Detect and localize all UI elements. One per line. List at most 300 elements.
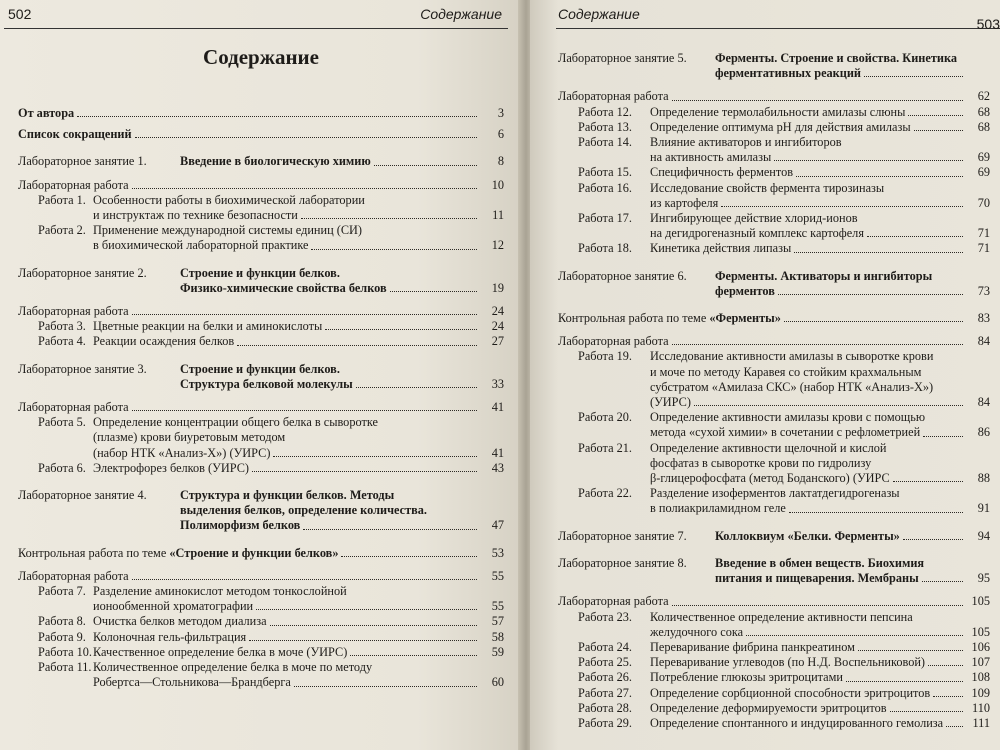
lesson-title-line: выделения белков, определение количества. <box>180 503 427 518</box>
dot-leader <box>867 236 963 237</box>
work-title-line: в биохимической лабораторной практике <box>93 238 309 253</box>
lesson-title-line: Строение и функции белков. <box>180 361 340 376</box>
lesson-title <box>180 488 504 534</box>
dot-leader <box>252 471 477 472</box>
running-head-right <box>556 0 1000 32</box>
front-entry-page: 3 <box>497 106 504 120</box>
dot-leader <box>784 321 963 322</box>
lesson-page: 73 <box>977 283 990 298</box>
lesson-entry <box>558 556 990 586</box>
lab-work-header: Лабораторная работа <box>18 400 129 415</box>
lesson-title-line: Коллоквиум «Белки. Ферменты» <box>715 528 900 543</box>
right-page <box>530 0 1000 750</box>
lesson-page: 47 <box>491 518 504 533</box>
lesson-entry <box>18 362 504 392</box>
dot-leader <box>132 314 477 315</box>
work-title <box>650 716 990 731</box>
lesson-page: 95 <box>977 571 990 586</box>
control-work-title <box>18 546 338 561</box>
work-title <box>93 645 504 660</box>
dot-leader <box>890 711 963 712</box>
work-entry <box>558 686 990 701</box>
work-page: 109 <box>971 685 990 700</box>
dot-leader <box>914 130 963 131</box>
work-label: Работа 19. <box>578 349 632 364</box>
work-entry <box>18 193 504 223</box>
work-label: Работа 1. <box>38 192 86 207</box>
dot-leader <box>923 436 963 437</box>
work-entry <box>18 584 504 614</box>
lab-work-header-page: 105 <box>971 594 990 609</box>
dot-leader <box>903 539 963 540</box>
work-title-line: Робертса—Стольникова—Брандберга <box>93 675 291 690</box>
work-title-line: (УИРС) <box>650 395 691 410</box>
work-page: 107 <box>971 655 990 670</box>
work-label: Работа 15. <box>578 165 632 180</box>
work-title-line: субстратом «Амилаза СКС» (набор НТК «Анализ-Х») <box>650 379 934 394</box>
work-page: 43 <box>491 460 504 475</box>
work-entry <box>558 120 990 135</box>
work-title-line: Определение деформируемости эритроцитов <box>650 700 887 715</box>
lesson-entry <box>18 266 504 296</box>
lesson-label: Лабораторное занятие 2. <box>18 265 147 280</box>
control-work-prefix: Контрольная работа по теме <box>558 311 710 326</box>
dot-leader <box>864 76 963 77</box>
lesson-entry <box>18 154 504 169</box>
work-title-line: Определение спонтанного и индуцированного гемолиза <box>650 715 944 730</box>
work-page: 69 <box>977 165 990 180</box>
toc-section <box>18 546 504 691</box>
work-label: Работа 7. <box>38 584 86 599</box>
lesson-label: Лабораторное занятие 1. <box>18 154 147 169</box>
work-page: 88 <box>977 471 990 486</box>
work-page: 11 <box>492 208 504 223</box>
toc-left <box>18 106 504 691</box>
work-title-line: Цветные реакции на белки и аминокислоты <box>93 319 323 334</box>
work-page: 71 <box>977 226 990 241</box>
lesson-label: Лабораторное занятие 3. <box>18 361 147 376</box>
dot-leader <box>356 387 477 388</box>
lesson-title <box>715 529 990 544</box>
lesson-title-line: питания и пищеварения. Мембраны <box>715 571 919 586</box>
work-label: Работа 3. <box>38 319 86 334</box>
work-title <box>93 334 504 349</box>
work-title-line: фосфатаз в сыворотке крови по гидролизу <box>650 455 872 470</box>
control-work-entry <box>558 311 990 326</box>
lab-work-header-row <box>18 304 504 319</box>
work-title-line: желудочного сока <box>650 624 744 639</box>
dot-leader <box>325 329 477 330</box>
work-title <box>650 135 990 165</box>
lab-work-header-page: 41 <box>491 400 504 415</box>
lab-work-header-page: 84 <box>977 334 990 349</box>
toc-section <box>558 269 990 299</box>
dot-leader <box>794 252 963 253</box>
work-title-line: метода «сухой химии» в сочетании с рефлометрией <box>650 425 921 440</box>
work-entry <box>558 670 990 685</box>
lab-work-header: Лабораторная работа <box>558 594 669 609</box>
work-label: Работа 18. <box>578 241 632 256</box>
front-entry <box>18 106 504 121</box>
control-work-title <box>558 311 781 326</box>
work-title-line: Исследование свойств фермента тирозиназы <box>650 180 885 195</box>
dot-leader <box>249 640 477 641</box>
lesson-label: Лабораторное занятие 6. <box>558 268 687 283</box>
lab-work-header: Лабораторная работа <box>558 334 669 349</box>
work-title <box>93 319 504 334</box>
lesson-entry <box>558 529 990 544</box>
work-entry <box>18 630 504 645</box>
dot-leader <box>132 579 477 580</box>
work-label: Работа 17. <box>578 211 632 226</box>
dot-leader <box>374 165 477 166</box>
work-title-line: Применение международной системы единиц (СИ) <box>93 223 363 238</box>
work-label: Работа 25. <box>578 655 632 670</box>
work-title-line: на активность амилазы <box>650 150 772 165</box>
work-title-line: и инструктаж по технике безопасности <box>93 208 298 223</box>
work-page: 12 <box>491 238 504 253</box>
dot-leader <box>928 665 963 666</box>
work-title-line: β-глицерофосфата (метод Боданского) (УИРС <box>650 471 890 486</box>
lesson-label: Лабораторное занятие 4. <box>18 488 147 503</box>
work-label: Работа 21. <box>578 440 632 455</box>
dot-leader <box>256 609 477 610</box>
dot-leader <box>858 650 963 651</box>
dot-leader <box>789 512 963 513</box>
dot-leader <box>922 581 963 582</box>
running-head-left <box>4 0 508 29</box>
work-title <box>650 655 990 670</box>
dot-leader <box>721 206 963 207</box>
work-title-line: Разделение изоферментов лактатдегидрогеназы <box>650 486 900 501</box>
dot-leader <box>908 115 963 116</box>
work-label: Работа 11. <box>38 660 92 675</box>
work-page: 57 <box>491 614 504 629</box>
work-label: Работа 13. <box>578 119 632 134</box>
toc-section <box>558 529 990 544</box>
work-title <box>93 461 504 476</box>
lesson-title <box>715 51 990 81</box>
lab-work-header-page: 55 <box>491 568 504 583</box>
work-entry <box>558 640 990 655</box>
work-entry <box>18 645 504 660</box>
front-entry-title: Список сокращений <box>18 127 132 142</box>
lab-work-header-page: 62 <box>977 89 990 104</box>
lesson-title-line: ферментативных реакций <box>715 66 862 81</box>
work-title <box>650 610 990 640</box>
work-entry <box>558 441 990 487</box>
front-entry-page: 6 <box>497 127 504 142</box>
lesson-title-line: Структура и функции белков. Методы <box>180 488 395 503</box>
work-title-line: Колоночная гель-фильтрация <box>93 629 247 644</box>
toc-section <box>18 266 504 350</box>
work-label: Работа 5. <box>38 415 86 430</box>
lesson-title <box>715 269 990 299</box>
work-entry <box>558 181 990 211</box>
lab-work-header-page: 10 <box>491 177 504 192</box>
work-title-line: Очистка белков методом диализа <box>93 614 267 629</box>
dot-leader <box>390 291 477 292</box>
work-title <box>650 349 990 410</box>
work-page: 68 <box>977 119 990 134</box>
work-title-line: Кинетика действия липазы <box>650 241 792 256</box>
work-label: Работа 2. <box>38 223 86 238</box>
work-title-line: Определение сорбционной способности эритроцитов <box>650 685 931 700</box>
dot-leader <box>746 635 963 636</box>
work-title-line: Переваривание углеводов (по Н.Д. Воспельниковой) <box>650 655 926 670</box>
work-label: Работа 4. <box>38 334 86 349</box>
dot-leader <box>273 456 477 457</box>
work-entry <box>558 655 990 670</box>
toc-section <box>558 556 990 731</box>
dot-leader <box>294 686 477 687</box>
work-title-line: Реакции осаждения белков <box>93 334 235 349</box>
work-entry <box>558 241 990 256</box>
lesson-title-line: Ферменты. Активаторы и ингибиторы <box>715 268 933 283</box>
work-label: Работа 27. <box>578 685 632 700</box>
work-page: 91 <box>977 501 990 516</box>
work-title <box>93 223 504 253</box>
work-label: Работа 26. <box>578 670 632 685</box>
work-title <box>93 193 504 223</box>
lab-work-header-row <box>558 89 990 104</box>
dot-leader <box>341 556 477 557</box>
lesson-page: 19 <box>491 280 504 295</box>
work-title <box>650 410 990 440</box>
lesson-label: Лабораторное занятие 7. <box>558 528 687 543</box>
work-page: 24 <box>491 319 504 334</box>
work-title-line: Потребление глюкозы эритроцитами <box>650 670 844 685</box>
work-entry <box>18 415 504 461</box>
lesson-title-line: Введение в биологическую химию <box>180 154 371 169</box>
work-entry <box>558 135 990 165</box>
work-title-line: Определение активности амилазы крови с помощью <box>650 410 926 425</box>
lesson-title-line: Строение и функции белков. <box>180 265 340 280</box>
work-entry <box>18 614 504 629</box>
work-title-line: Определение термолабильности амилазы слюны <box>650 104 906 119</box>
dot-leader <box>946 726 963 727</box>
work-title-line: Определение концентрации общего белка в сыворотке <box>93 415 378 430</box>
work-title <box>93 630 504 645</box>
work-page: 55 <box>491 599 504 614</box>
work-title-line: в полиакриламидном геле <box>650 501 786 516</box>
front-entry-title: От автора <box>18 106 75 120</box>
lesson-label: Лабораторное занятие 8. <box>558 555 687 570</box>
work-entry <box>18 334 504 349</box>
dot-leader <box>672 100 963 101</box>
work-title <box>650 165 990 180</box>
work-title <box>650 670 990 685</box>
lesson-title <box>180 266 504 296</box>
lab-work-header: Лабораторная работа <box>18 568 129 583</box>
lesson-title-line: Физико-химические свойства белков <box>180 280 387 295</box>
toc-section <box>18 362 504 476</box>
dot-leader <box>135 137 477 138</box>
page-number-right: 503 <box>976 16 1000 32</box>
work-entry <box>18 319 504 334</box>
work-title <box>650 181 990 211</box>
work-entry <box>558 716 990 731</box>
work-title-line: Качественное определение белка в моче (УИРС) <box>93 644 348 659</box>
work-label: Работа 6. <box>38 460 86 475</box>
dot-leader <box>778 294 963 295</box>
work-entry <box>558 486 990 516</box>
work-title-line: Ингибирующее действие хлорид-ионов <box>650 211 858 226</box>
work-entry <box>18 461 504 476</box>
work-title-line: ионообменной хроматографии <box>93 599 254 614</box>
toc-section <box>18 154 504 253</box>
toc-right <box>558 51 990 731</box>
work-title <box>93 584 504 614</box>
work-title <box>650 105 990 120</box>
work-entry <box>18 660 504 690</box>
work-page: 86 <box>977 425 990 440</box>
work-entry <box>558 105 990 120</box>
work-entry <box>558 701 990 716</box>
work-page: 106 <box>971 639 990 654</box>
work-title-line: Специфичность ферментов <box>650 165 794 180</box>
work-entry <box>18 223 504 253</box>
work-title <box>93 614 504 629</box>
dot-leader <box>303 529 477 530</box>
lesson-entry <box>558 269 990 299</box>
work-page: 105 <box>971 624 990 639</box>
work-title-line: Особенности работы в биохимической лаборатории <box>93 192 365 207</box>
work-title <box>650 701 990 716</box>
work-entry <box>558 211 990 241</box>
work-entry <box>558 349 990 410</box>
work-title-line: Количественное определение белка в моче по методу <box>93 660 373 675</box>
control-work-page: 83 <box>977 311 990 326</box>
work-title <box>650 640 990 655</box>
lesson-title <box>180 154 504 169</box>
work-label: Работа 9. <box>38 629 86 644</box>
dot-leader <box>132 410 477 411</box>
work-entry <box>558 610 990 640</box>
work-title <box>650 686 990 701</box>
lesson-page: 94 <box>977 528 990 543</box>
page-number-left: 502 <box>8 6 32 22</box>
work-title-line: Разделение аминокислот методом тонкослойной <box>93 584 347 599</box>
work-page: 108 <box>971 670 990 685</box>
lab-work-header-row <box>18 569 504 584</box>
dot-leader <box>672 344 963 345</box>
toc-section <box>558 51 990 257</box>
work-page: 84 <box>977 395 990 410</box>
work-title-line: (плазме) крови биуретовым методом <box>93 430 286 445</box>
work-label: Работа 10. <box>38 644 92 659</box>
toc-section <box>18 488 504 534</box>
work-page: 111 <box>972 715 990 730</box>
work-title-line: из картофеля <box>650 195 719 210</box>
lesson-page: 8 <box>497 154 504 169</box>
work-label: Работа 29. <box>578 715 632 730</box>
dot-leader <box>270 625 477 626</box>
dot-leader <box>796 176 963 177</box>
work-label: Работа 23. <box>578 609 632 624</box>
work-label: Работа 20. <box>578 410 632 425</box>
dot-leader <box>933 696 963 697</box>
running-head-title-right: Содержание <box>558 6 640 22</box>
work-entry <box>558 410 990 440</box>
work-page: 59 <box>491 644 504 659</box>
work-title-line: Определение оптимума рН для действия амилазы <box>650 119 911 134</box>
work-title-line: Переваривание фибрина панкреатином <box>650 639 855 654</box>
lesson-entry <box>18 488 504 534</box>
work-label: Работа 14. <box>578 135 632 150</box>
page-title: Содержание <box>203 45 319 69</box>
work-title <box>650 211 990 241</box>
lesson-title-line: Ферменты. Строение и свойства. Кинетика <box>715 51 957 65</box>
dot-leader <box>237 345 477 346</box>
lesson-title-line: Введение в обмен веществ. Биохимия <box>715 555 925 570</box>
work-title <box>93 660 504 690</box>
lesson-entry <box>558 51 990 81</box>
work-title <box>650 241 990 256</box>
control-work-topic: «Строение и функции белков» <box>169 545 339 560</box>
toc-section <box>558 311 990 517</box>
control-work-page: 53 <box>491 545 504 560</box>
work-label: Работа 12. <box>578 104 632 119</box>
dot-leader <box>132 188 477 189</box>
work-title-line: (набор НТК «Анализ-Х») (УИРС) <box>93 445 271 460</box>
lab-work-header-row <box>18 178 504 193</box>
dot-leader <box>846 681 963 682</box>
work-page: 41 <box>491 445 504 460</box>
work-title-line: Влияние активаторов и ингибиторов <box>650 135 842 150</box>
work-page: 60 <box>491 675 504 690</box>
work-label: Работа 22. <box>578 486 632 501</box>
lesson-title-line: Структура белковой молекулы <box>180 376 353 391</box>
work-title-line: и моче по методу Каравея со стойким крахмальным <box>650 364 922 379</box>
dot-leader <box>311 249 477 250</box>
work-label: Работа 28. <box>578 700 632 715</box>
work-title-line: Количественное определение активности пепсина <box>650 609 913 624</box>
work-page: 68 <box>977 104 990 119</box>
lesson-title-line: ферментов <box>715 283 775 298</box>
work-page: 69 <box>977 150 990 165</box>
dot-leader <box>893 481 963 482</box>
front-entry <box>18 127 504 142</box>
control-work-prefix: Контрольная работа по теме <box>18 545 170 560</box>
dot-leader <box>672 605 963 606</box>
dot-leader <box>301 218 477 219</box>
work-title-line: Исследование активности амилазы в сыворотке крови <box>650 349 934 364</box>
work-page: 110 <box>972 700 990 715</box>
work-label: Работа 24. <box>578 639 632 654</box>
lesson-page: 33 <box>491 376 504 391</box>
control-work-topic: «Ферменты» <box>709 311 781 326</box>
lab-work-header-row <box>558 594 990 609</box>
work-entry <box>558 165 990 180</box>
dot-leader <box>77 116 477 117</box>
dot-leader <box>694 405 963 406</box>
work-label: Работа 16. <box>578 180 632 195</box>
dot-leader <box>774 160 963 161</box>
work-title <box>650 486 990 516</box>
lab-work-header: Лабораторная работа <box>558 89 669 104</box>
running-head-title-left: Содержание <box>420 6 502 22</box>
lesson-label: Лабораторное занятие 5. <box>558 51 687 65</box>
work-title-line: Определение активности щелочной и кислой <box>650 440 887 455</box>
work-page: 71 <box>977 241 990 256</box>
lesson-title <box>180 362 504 392</box>
work-title <box>93 415 504 461</box>
work-page: 70 <box>977 195 990 210</box>
lesson-title-line: Полиморфизм белков <box>180 518 301 533</box>
work-page: 27 <box>491 334 504 349</box>
work-title-line: Электрофорез белков (УИРС) <box>93 460 250 475</box>
